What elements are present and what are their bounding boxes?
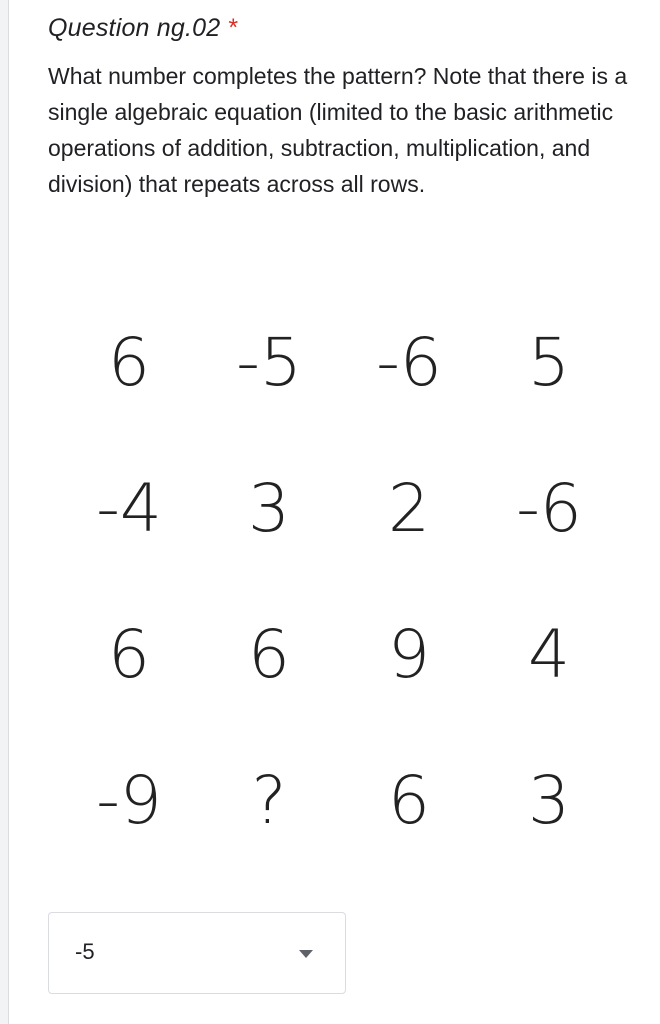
pattern-cell: 6 [108, 324, 150, 401]
pattern-cell: 2 [388, 470, 430, 547]
pattern-cell: -5 [236, 324, 302, 401]
number-pattern-grid [59, 318, 619, 902]
pattern-row-4 [59, 756, 619, 902]
caret-down-icon [299, 950, 313, 958]
pattern-cell: 3 [528, 762, 570, 839]
pattern-row-3 [59, 610, 619, 756]
dropdown-selected-value: -5 [75, 939, 95, 964]
pattern-cell: -9 [96, 762, 162, 839]
pattern-cell: 6 [108, 616, 150, 693]
question-title-text: Question ng.02 [48, 14, 221, 42]
pattern-cell: 5 [528, 324, 570, 401]
pattern-cell: 4 [528, 616, 570, 693]
pattern-cell: -6 [516, 470, 582, 547]
pattern-cell: 6 [248, 616, 290, 693]
question-description: What number completes the pattern? Note that there is a single algebraic equation (limited to the basic arithmetic operations of addition, subtraction, multiplication, and division) that repeats across all rows. [48, 63, 628, 197]
pattern-cell: 9 [388, 616, 430, 693]
pattern-row-1 [59, 318, 619, 464]
pattern-cell-missing: ? [251, 762, 287, 839]
answer-dropdown[interactable] [48, 912, 346, 994]
question-card [8, 0, 660, 1024]
required-asterisk: * [228, 14, 239, 42]
pattern-cell: 3 [248, 470, 290, 547]
pattern-cell: 6 [388, 762, 430, 839]
question-title [48, 14, 238, 43]
pattern-row-2 [59, 464, 619, 610]
pattern-cell: -6 [376, 324, 442, 401]
pattern-cell: -4 [96, 470, 162, 547]
